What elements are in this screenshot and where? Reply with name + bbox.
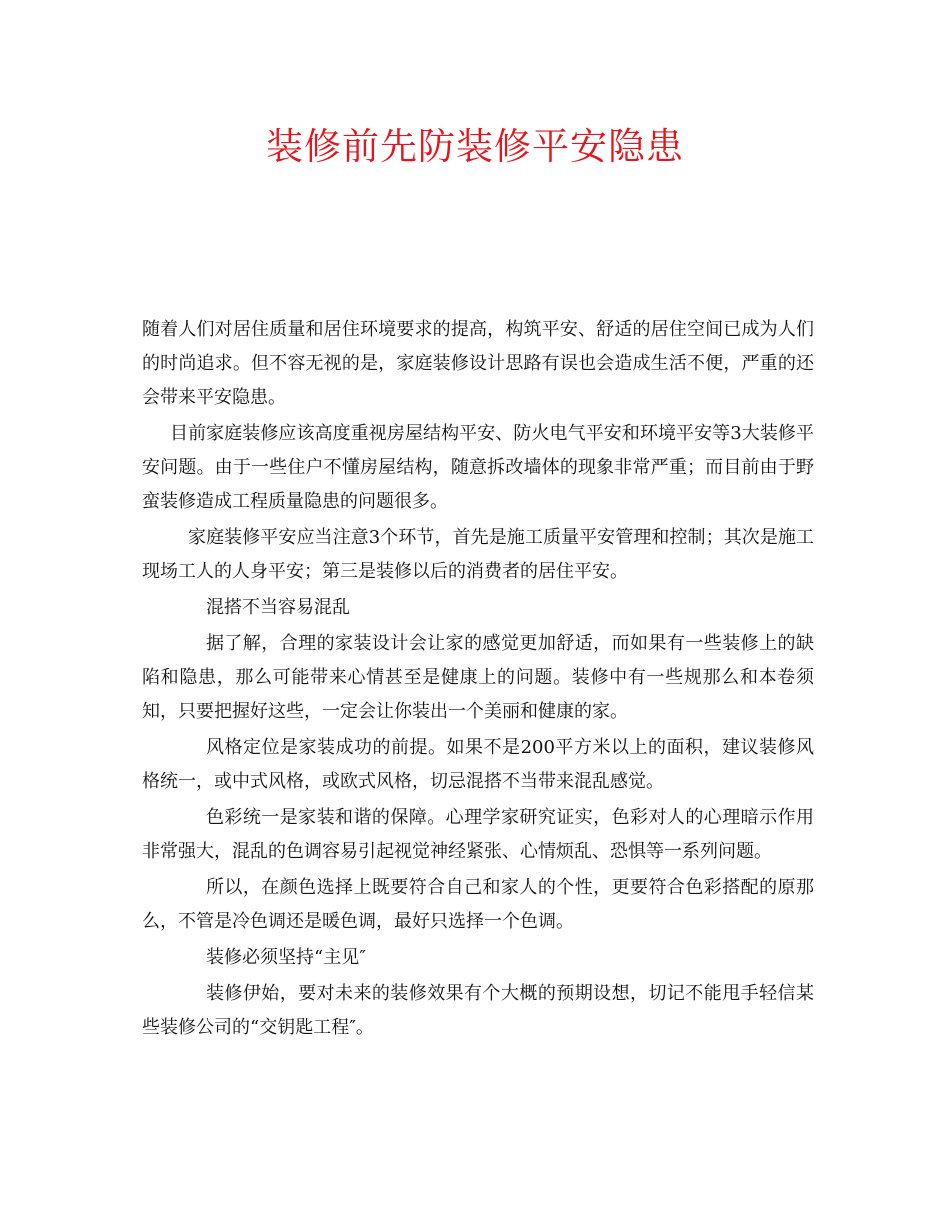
document-body	[142, 313, 814, 1045]
paragraph-turnkey-warning: 装修伊始，要对未来的装修效果有个大概的预期设想，切记不能甩手轻信某些装修公司的“交钥匙工程″。	[142, 983, 814, 1038]
paragraph-color-choice: 所以，在颜色选择上既要符合自己和家人的个性，更要符合色彩搭配的原那么，不管是冷色调还是暖色调，最好只选择一个色调。	[142, 877, 814, 932]
section-heading-mix-match: 混搭不当容易混乱	[206, 597, 350, 618]
document-title: 装修前先防装修平安隐患	[266, 125, 684, 168]
paragraph-reasonable-design: 据了解，合理的家装设计会让家的感觉更加舒适，而如果有一些装修上的缺陷和隐患，那么可能带来心情甚至是健康上的问题。装修中有一些规那么和本卷须知，只要把握好这些，一定会让你装出一个美丽和健康的家。	[142, 633, 814, 722]
paragraph-intro: 随着人们对居住质量和居住环境要求的提高，构筑平安、舒适的居住空间已成为人们的时尚追求。但不容无视的是，家庭装修设计思路有误也会造成生活不便，严重的还会带来平安隐患。	[142, 319, 814, 408]
paragraph-color-unity: 色彩统一是家装和谐的保障。心理学家研究证实，色彩对人的心理暗示作用非常强大，混乱的色调容易引起视觉神经紧张、心情烦乱、恐惧等一系列问题。	[142, 807, 814, 862]
section-heading-own-opinion: 装修必须坚持“主见″	[206, 947, 366, 968]
paragraph-safety-issues: 目前家庭装修应该高度重视房屋结构平安、防火电气平安和环境平安等3大装修平安问题。由于一些住户不懂房屋结构，随意拆改墙体的现象非常严重；而目前由于野蛮装修造成工程质量隐患的问题很多。	[142, 423, 814, 512]
paragraph-three-links: 家庭装修平安应当注意3个环节，首先是施工质量平安管理和控制；其次是施工现场工人的人身平安；第三是装修以后的消费者的居住平安。	[142, 527, 814, 582]
paragraph-style-positioning: 风格定位是家装成功的前提。如果不是200平方米以上的面积，建议装修风格统一，或中式风格，或欧式风格，切忌混搭不当带来混乱感觉。	[142, 737, 814, 792]
